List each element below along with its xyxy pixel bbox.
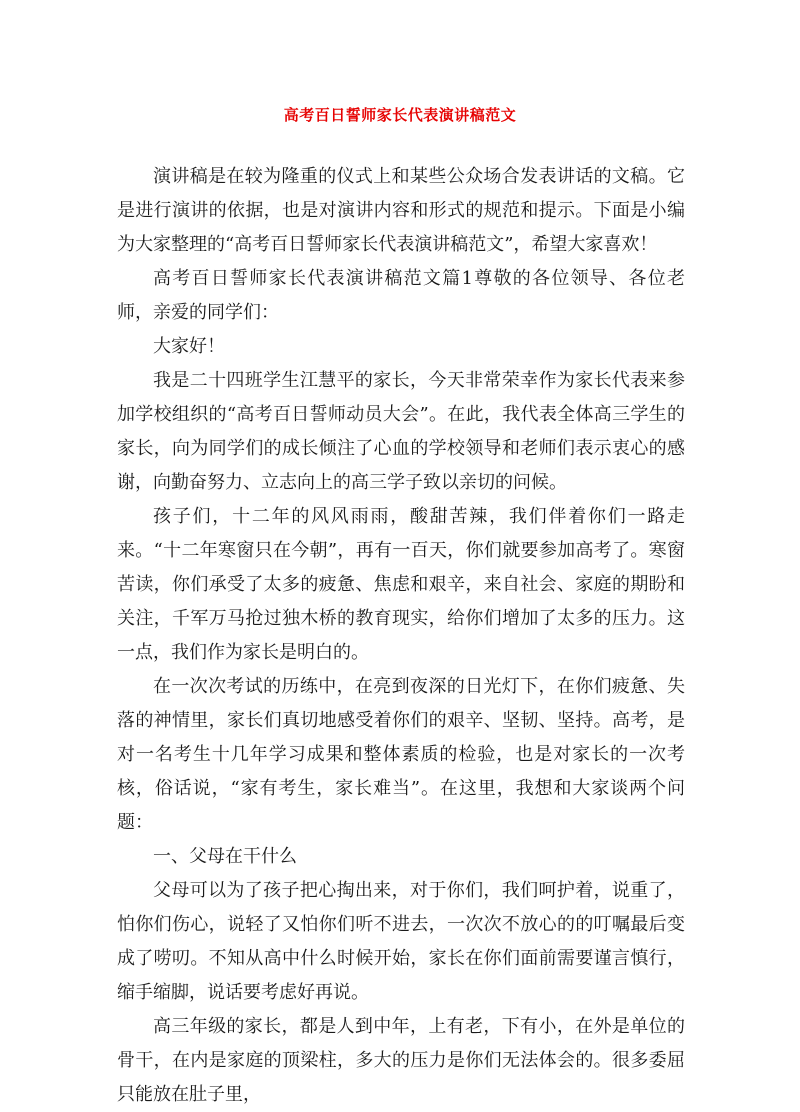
paragraph-self-introduction: 我是二十四班学生江慧平的家长，今天非常荣幸作为家长代表来参加学校组织的“高考百日誓师动员大会”。在此，我代表全体高三学生的家长，向为同学们的成长倾注了心血的学校领导和老师们表示衷心的感谢，向勤奋努力、立志向上的高三学子致以亲切的问候。 [117, 370, 685, 493]
paragraph-twelve-years: 孩子们，十二年的风风雨雨，酸甜苦辣，我们伴着你们一路走来。“十二年寒窗只在今朝”，再有一百天，你们就要参加高考了。寒窗苦读，你们承受了太多的疲惫、焦虑和艰辛，来自社会、家庭的期盼和关注，千军万马抢过独木桥的教育现实，给你们增加了太多的压力。这一点，我们作为家长是明白的。 [117, 506, 685, 663]
paragraph-parents-pressure: 高三年级的家长，都是人到中年，上有老，下有小，在外是单位的骨干，在内是家庭的顶梁柱，多大的压力是你们无法体会的。很多委屈只能放在肚子里， [117, 1016, 685, 1105]
paragraph-salutation: 高考百日誓师家长代表演讲稿范文篇1尊敬的各位领导、各位老师，亲爱的同学们： [117, 268, 685, 323]
paragraph-greeting: 大家好！ [153, 336, 225, 357]
paragraph-intro: 演讲稿是在较为隆重的仪式上和某些公众场合发表讲话的文稿。它是进行演讲的依据，也是对演讲内容和形式的规范和提示。下面是小编为大家整理的“高考百日誓师家长代表演讲稿范文”，希望大家喜欢！ [117, 166, 685, 255]
paragraph-exam-experience: 在一次次考试的历练中，在亮到夜深的日光灯下，在你们疲惫、失落的神情里，家长们真切地感受着你们的艰辛、坚韧、坚持。高考，是对一名考生十几年学习成果和整体素质的检验，也是对家长的一次考核，俗话说，“家有考生，家长难当”。在这里，我想和大家谈两个问题： [117, 676, 685, 833]
document-title: 高考百日誓师家长代表演讲稿范文 [283, 106, 517, 124]
paragraph-parents-care: 父母可以为了孩子把心掏出来，对于你们，我们呵护着，说重了，怕你们伤心，说轻了又怕你们听不进去，一次次不放心的的叮嘱最后变成了唠叨。不知从高中什么时候开始，家长在你们面前需要谨言慎行，缩手缩脚，说话要考虑好再说。 [117, 880, 685, 1003]
document-body [117, 160, 685, 1112]
section-heading-parents: 一、父母在干什么 [153, 846, 297, 867]
